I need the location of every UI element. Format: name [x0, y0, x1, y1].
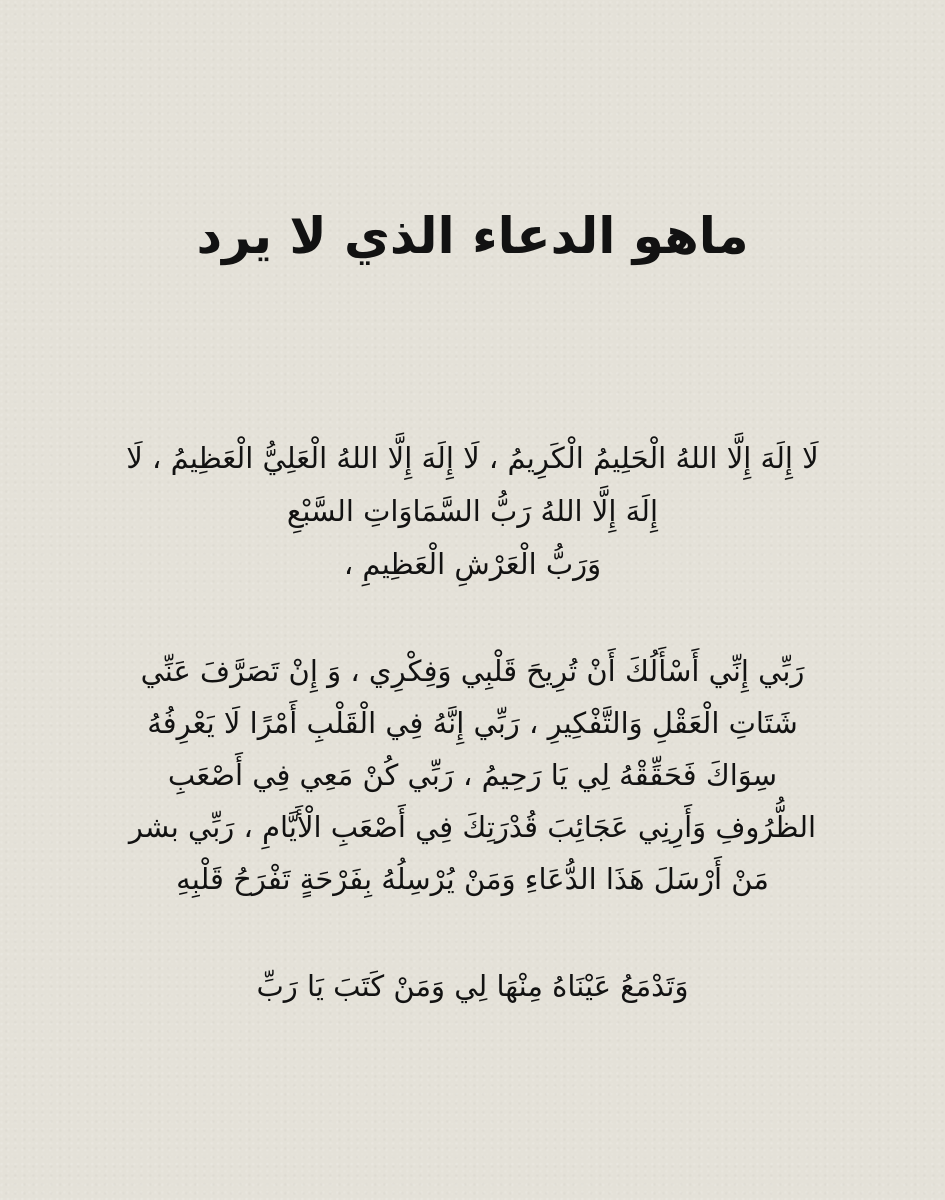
- text-line: مَنْ أَرْسَلَ هَذَا الدُّعَاءِ وَمَنْ يُرْسِلُهُ بِفَرْحَةٍ تَفْرَحُ قَلْبِهِ: [176, 862, 769, 896]
- text-line: وَرَبُّ الْعَرْشِ الْعَظِيمِ ،: [343, 547, 602, 581]
- text-line: الظُّرُوفِ وَأَرِنِي عَجَائِبَ قُدْرَتِكَ فِي أَصْعَبِ الْأَيَّامِ ، رَبِّي بشر: [128, 810, 817, 844]
- text-line: رَبِّي إِنِّي أَسْأَلُكَ أَنْ تُرِيحَ قَلْبِي وَفِكْرِي ، وَ إِنْ تَصَرَّفَ عَنِّي: [140, 654, 805, 688]
- text-line: شَتَاتِ الْعَقْلِ وَالتَّفْكِيرِ ، رَبِّي إِنَّهُ فِي الْقَلْبِ أَمْرًا لَا يَعْرِفُهُ: [147, 706, 798, 740]
- text-line: إِلَهَ إِلَّا اللهُ رَبُّ السَّمَاوَاتِ السَّبْعِ: [286, 494, 659, 528]
- text-line: سِوَاكَ فَحَقِّقْهُ لِي يَا رَحِيمُ ، رَبِّي كُنْ مَعِي فِي أَصْعَبِ: [167, 758, 778, 792]
- paragraph-supplication: [90, 645, 855, 905]
- text-line: لَا إِلَهَ إِلَّا اللهُ الْحَلِيمُ الْكَرِيمُ ، لَا إِلَهَ إِلَّا اللهُ الْعَلِيُّ الْعَظِيمُ ، لَا: [126, 441, 819, 475]
- paragraph-closing: [90, 960, 855, 1012]
- paragraph-tahlil: [90, 432, 855, 591]
- text-line: وَتَدْمَعُ عَيْنَاهُ مِنْهَا لِي وَمَنْ كَتَبَ يَا رَبِّ: [256, 969, 689, 1003]
- page-title: ماهو الدعاء الذي لا يرد: [196, 207, 749, 265]
